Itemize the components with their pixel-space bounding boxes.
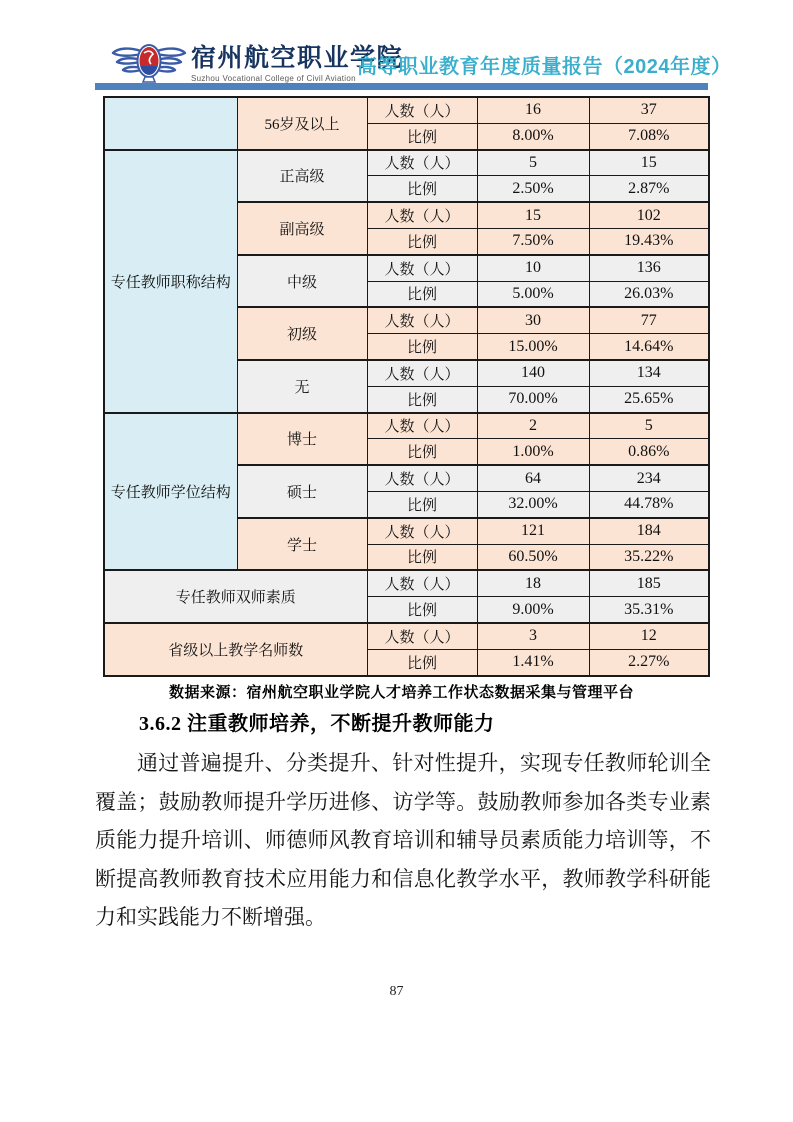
- college-name: 宿州航空职业学院: [191, 44, 404, 72]
- value-cell: 2.27%: [589, 649, 709, 675]
- table-row: [104, 623, 709, 649]
- value-cell: 7.50%: [477, 228, 589, 254]
- value-cell: 2.50%: [477, 176, 589, 202]
- metric-label-cell: 比例: [367, 649, 477, 675]
- table-row: [104, 97, 709, 123]
- metric-label-cell: 比例: [367, 544, 477, 570]
- table-row: [104, 570, 709, 596]
- value-cell: 3: [477, 623, 589, 649]
- header-accent-bar: [95, 83, 708, 90]
- value-cell: 15: [477, 202, 589, 228]
- value-cell: 5: [589, 413, 709, 439]
- value-cell: 15: [589, 150, 709, 176]
- metric-label-cell: 比例: [367, 228, 477, 254]
- metric-label-cell: 人数（人）: [367, 255, 477, 281]
- metric-label-cell: 比例: [367, 123, 477, 149]
- value-cell: 18: [477, 570, 589, 596]
- metric-label-cell: 人数（人）: [367, 413, 477, 439]
- metric-label-cell: 比例: [367, 491, 477, 517]
- category-cell: 专任教师学位结构: [104, 413, 237, 571]
- value-cell: 64: [477, 465, 589, 491]
- value-cell: 1.00%: [477, 439, 589, 465]
- metric-label-cell: 人数（人）: [367, 97, 477, 123]
- page-number: 87: [389, 984, 404, 999]
- value-cell: 37: [589, 97, 709, 123]
- value-cell: 32.00%: [477, 491, 589, 517]
- value-cell: 1.41%: [477, 649, 589, 675]
- section-heading: 3.6.2 注重教师培养，不断提升教师能力: [139, 713, 495, 735]
- value-cell: 121: [477, 518, 589, 544]
- metric-label-cell: 比例: [367, 281, 477, 307]
- value-cell: 14.64%: [589, 334, 709, 360]
- metric-label-cell: 比例: [367, 386, 477, 412]
- metric-label-cell: 人数（人）: [367, 150, 477, 176]
- metric-label-cell: 比例: [367, 597, 477, 623]
- value-cell: 60.50%: [477, 544, 589, 570]
- value-cell: 35.22%: [589, 544, 709, 570]
- metric-label-cell: 人数（人）: [367, 623, 477, 649]
- value-cell: 15.00%: [477, 334, 589, 360]
- subcategory-cell: 56岁及以上: [237, 97, 367, 150]
- subcategory-cell: 无: [237, 360, 367, 413]
- metric-label-cell: 比例: [367, 439, 477, 465]
- metric-label-cell: 人数（人）: [367, 307, 477, 333]
- value-cell: 102: [589, 202, 709, 228]
- value-cell: 44.78%: [589, 491, 709, 517]
- value-cell: 134: [589, 360, 709, 386]
- value-cell: 5.00%: [477, 281, 589, 307]
- value-cell: 25.65%: [589, 386, 709, 412]
- subcategory-cell: 正高级: [237, 150, 367, 203]
- college-name-english: Suzhou Vocational College of Civil Aviation: [191, 74, 356, 83]
- metric-label-cell: 人数（人）: [367, 570, 477, 596]
- metric-label-cell: 人数（人）: [367, 518, 477, 544]
- value-cell: 16: [477, 97, 589, 123]
- value-cell: 185: [589, 570, 709, 596]
- value-cell: 10: [477, 255, 589, 281]
- value-cell: 7.08%: [589, 123, 709, 149]
- teacher-stats-table-body: [104, 97, 709, 676]
- value-cell: 12: [589, 623, 709, 649]
- metric-label-cell: 比例: [367, 334, 477, 360]
- data-source-note: 数据来源：宿州航空职业学院人才培养工作状态数据采集与管理平台: [168, 685, 634, 701]
- value-cell: 140: [477, 360, 589, 386]
- value-cell: 2.87%: [589, 176, 709, 202]
- subcategory-cell: 省级以上教学名师数: [104, 623, 367, 676]
- value-cell: 2: [477, 413, 589, 439]
- value-cell: 70.00%: [477, 386, 589, 412]
- subcategory-cell: 副高级: [237, 202, 367, 255]
- category-cell: [104, 97, 237, 150]
- subcategory-cell: 学士: [237, 518, 367, 571]
- subcategory-cell: 专任教师双师素质: [104, 570, 367, 623]
- category-cell: 专任教师职称结构: [104, 150, 237, 413]
- metric-label-cell: 比例: [367, 176, 477, 202]
- subcategory-cell: 博士: [237, 413, 367, 466]
- value-cell: 0.86%: [589, 439, 709, 465]
- value-cell: 184: [589, 518, 709, 544]
- table-row: [104, 413, 709, 439]
- metric-label-cell: 人数（人）: [367, 202, 477, 228]
- value-cell: 26.03%: [589, 281, 709, 307]
- value-cell: 8.00%: [477, 123, 589, 149]
- body-paragraph: 通过普遍提升、分类提升、针对性提升，实现专任教师轮训全覆盖；鼓励教师提升学历进修、访学等。鼓励教师参加各类专业素质能力提升培训、师德师风教育培训和辅导员素质能力培训等，不断提高教师教育技术应用能力和信息化教学水平，教师教学科研能力和实践能力不断增强。: [95, 751, 711, 929]
- value-cell: 234: [589, 465, 709, 491]
- value-cell: 9.00%: [477, 597, 589, 623]
- teacher-stats-table: [103, 96, 710, 677]
- metric-label-cell: 人数（人）: [367, 360, 477, 386]
- value-cell: 30: [477, 307, 589, 333]
- subcategory-cell: 硕士: [237, 465, 367, 518]
- metric-label-cell: 人数（人）: [367, 465, 477, 491]
- value-cell: 136: [589, 255, 709, 281]
- subcategory-cell: 初级: [237, 307, 367, 360]
- value-cell: 19.43%: [589, 228, 709, 254]
- value-cell: 77: [589, 307, 709, 333]
- subcategory-cell: 中级: [237, 255, 367, 308]
- value-cell: 5: [477, 150, 589, 176]
- report-title: 高等职业教育年度质量报告（2024年度）: [357, 56, 732, 78]
- table-row: [104, 150, 709, 176]
- value-cell: 35.31%: [589, 597, 709, 623]
- college-wings-logo-icon: [110, 40, 188, 88]
